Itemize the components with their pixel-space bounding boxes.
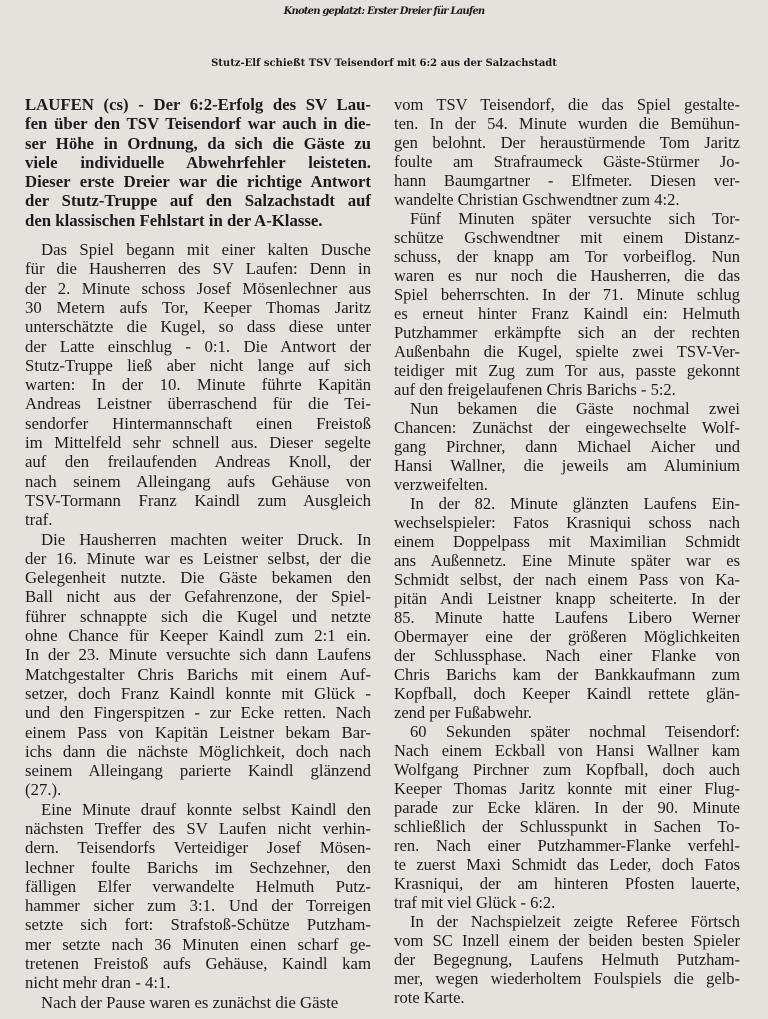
- text-line: lechner foulte Barichs im Sechzehner, den: [25, 857, 371, 877]
- text-line: 30 Metern aufs Tor, Keeper Thomas Jaritz: [25, 297, 371, 317]
- text-line: dern. Teisendorfs Verteidiger Josef Mösen-: [25, 838, 371, 858]
- text-line: vom SC Inzell einem der beiden besten Spieler: [394, 931, 740, 950]
- paragraph: [394, 722, 740, 912]
- text-line: rote Karte.: [394, 988, 465, 1007]
- text-line: Nach einem Eckball von Hansi Wallner kam: [394, 741, 740, 760]
- text-line: (27.).: [25, 780, 62, 800]
- text-line: setzte sich fort: Strafstoß-Schütze Putzham-: [25, 915, 371, 935]
- text-line: Stutz-Truppe ließ aber nicht lange auf sich: [25, 355, 371, 375]
- text-line: Matchgestalter Chris Barichs mit einem Auf-: [25, 664, 371, 684]
- headline: Knoten geplatzt: Erster Dreier für Laufen: [283, 6, 485, 17]
- text-line: Ball nicht aus der Gefahrenzone, der Spiel-: [25, 587, 371, 607]
- text-line: der Stutz-Truppe auf den Salzachstadt auf: [25, 191, 371, 211]
- text-line: nach seinem Alleingang aufs Gehäuse von: [25, 471, 371, 491]
- column-left: [25, 95, 371, 1012]
- paragraph: [394, 494, 740, 722]
- text-line: 60 Sekunden später nochmal Teisendorf:: [410, 722, 740, 741]
- text-line: In der 82. Minute glänzten Laufens Ein-: [410, 494, 740, 513]
- text-line: für die Hausherren des SV Laufen: Denn in: [25, 259, 371, 279]
- text-line: vom TSV Teisendorf, die das Spiel gestalte-: [394, 95, 740, 114]
- text-line: traf.: [25, 510, 53, 530]
- text-line: setzer, doch Franz Kaindl konnte mit Glück -: [25, 683, 371, 703]
- text-line: ichs dann die nächste Möglichkeit, doch nach: [25, 741, 371, 761]
- text-line: parade zur Ecke klären. In der 90. Minute: [394, 798, 740, 817]
- text-line: wandelte Christian Gschwendtner zum 4:2.: [394, 190, 680, 209]
- lead-paragraph: [25, 95, 371, 230]
- text-line: zend per Fußabwehr.: [394, 703, 532, 722]
- text-line: im Mittelfeld sehr schnell aus. Dieser segelte: [25, 433, 371, 453]
- text-line: führer schnappte sich die Kugel und netzte: [25, 606, 371, 626]
- text-line: seinem Alleingang parierte Kaindl glänzend: [25, 761, 371, 781]
- text-line: ser Höhe in Ordnung, da sich die Gäste zu: [25, 133, 371, 153]
- text-line: sendorfer Hintermannschaft einen Freistoß: [25, 413, 371, 433]
- paragraph: [25, 530, 371, 800]
- text-line: hammer sicher zum 3:1. Und der Torreigen: [25, 896, 371, 916]
- text-line: hann Baumgartner - Elfmeter. Diesen ver-: [394, 171, 740, 190]
- text-line: Fünf Minuten später versuchte sich Tor-: [410, 209, 740, 228]
- text-line: auf den freilaufenden Andreas Knoll, der: [25, 452, 371, 472]
- text-line: In der 23. Minute versuchte sich dann Laufens: [25, 645, 371, 665]
- text-line: schließlich der Schlusspunkt in Sachen To-: [394, 817, 740, 836]
- text-line: einem Pass von Kapitän Leistner bekam Bar-: [25, 722, 371, 742]
- text-line: Andreas Leistner überraschend für die Tei-: [25, 394, 371, 414]
- text-line: Wolfgang Pirchner zum Kopfball, doch auch: [394, 760, 740, 779]
- text-line: Außenbahn die Kugel, spielte zwei TSV-Ver-: [394, 342, 740, 361]
- text-line: 85. Minute hatte Laufens Libero Werner: [394, 608, 740, 627]
- text-line: fälligen Elfer verwandelte Helmuth Putz-: [25, 876, 371, 896]
- text-line: Obermayer eine der größeren Möglichkeiten: [394, 627, 740, 646]
- text-line: der Schlussphase. Nach einer Flanke von: [394, 646, 740, 665]
- text-line: gang Pirchner, dann Michael Aicher und: [394, 437, 740, 456]
- text-line: schütze Gschwendtner mit einem Distanz-: [394, 228, 740, 247]
- paragraph: [394, 912, 740, 1007]
- text-line: Chancen: Zunächst der eingewechselte Wolf-: [394, 418, 740, 437]
- paragraph: [394, 399, 740, 494]
- text-line: Gelegenheit nutzte. Die Gäste bekamen den: [25, 568, 371, 588]
- text-line: viele individuelle Abwehrfehler leisteten.: [25, 152, 371, 172]
- text-line: der Begegnung, Laufens Helmuth Putzham-: [394, 950, 740, 969]
- text-line: gen belohnt. Der heraustürmende Tom Jaritz: [394, 133, 740, 152]
- text-line: Hansi Wallner, die jeweils am Aluminium: [394, 456, 740, 475]
- text-line: TSV-Tormann Franz Kaindl zum Ausgleich: [25, 490, 371, 510]
- text-line: der 16. Minute war es Leistner selbst, der die: [25, 548, 371, 568]
- text-line: te zuerst Maxi Schmidt das Leder, doch Fatos: [394, 855, 740, 874]
- text-line: Dieser erste Dreier war die richtige Antwort: [25, 172, 371, 192]
- text-line: waren es nur noch die Hausherren, die das: [394, 266, 740, 285]
- text-line: Das Spiel begann mit einer kalten Dusche: [41, 240, 371, 260]
- text-line: ren. Nach einer Putzhammer-Flanke verfehl-: [394, 836, 740, 855]
- text-line: foulte am Strafraumeck Gäste-Stürmer Jo-: [394, 152, 740, 171]
- text-line: auf den freigelaufenen Chris Barichs - 5:2.: [394, 380, 676, 399]
- text-line: Spiel beherrschten. In der 71. Minute schlug: [394, 285, 740, 304]
- text-line: Die Hausherren machten weiter Druck. In: [41, 529, 371, 549]
- text-line: warten: In der 10. Minute führte Kapitän: [25, 375, 371, 395]
- text-line: LAUFEN (cs) - Der 6:2-Erfolg des SV Lau-: [25, 95, 371, 114]
- text-line: verzweifelten.: [394, 475, 488, 494]
- text-line: mer setzte nach 36 Minuten einen scharf ge-: [25, 934, 371, 954]
- text-line: wechselspieler: Fatos Krasniqui schoss nach: [394, 513, 740, 532]
- text-line: Nach der Pause waren es zunächst die Gäste: [41, 992, 339, 1012]
- text-line: Kopfball, doch Keeper Kaindl rettete glän-: [394, 684, 740, 703]
- text-line: der 2. Minute schoss Josef Mösenlechner aus: [25, 278, 371, 298]
- text-line: ans Außennetz. Eine Minute später war es: [394, 551, 740, 570]
- text-line: traf mit viel Glück - 6:2.: [394, 893, 556, 912]
- text-line: ten. In der 54. Minute wurden die Bemühun-: [394, 114, 740, 133]
- text-line: pitän Andi Leistner knapp scheiterte. In der: [394, 589, 740, 608]
- text-line: ohne Chance für Keeper Kaindl zum 2:1 ein.: [25, 626, 371, 646]
- paragraph: [394, 209, 740, 399]
- text-line: nächsten Treffer des SV Laufen nicht verhin-: [25, 818, 371, 838]
- paragraph: [25, 800, 371, 993]
- text-line: der Latte einschlug - 0:1. Die Antwort der: [25, 336, 371, 356]
- text-line: einem Doppelpass mit Maximilian Schmidt: [394, 532, 740, 551]
- text-line: Chris Barichs kam der Bankkaufmann zum: [394, 665, 740, 684]
- subheadline: Stutz-Elf schießt TSV Teisendorf mit 6:2 aus der Salzachstadt: [211, 58, 557, 69]
- text-line: mer, wegen wiederholtem Foulspiels die gelb-: [394, 969, 740, 988]
- text-line: schuss, der knapp am Tor vorbeiflog. Nun: [394, 247, 740, 266]
- text-line: Keeper Thomas Jaritz konnte mit einer Flug-: [394, 779, 740, 798]
- paragraph: [25, 240, 371, 529]
- column-right: [394, 95, 740, 1007]
- text-line: Nun bekamen die Gäste nochmal zwei: [410, 399, 740, 418]
- text-line: teidiger mit Zug zum Tor aus, passte gekonnt: [394, 361, 740, 380]
- paragraph: [394, 95, 740, 209]
- text-line: unterschätzte die Kugel, so dass diese unter: [25, 317, 371, 337]
- text-line: Eine Minute drauf konnte selbst Kaindl den: [41, 799, 371, 819]
- text-line: Krasniqui, der am hinteren Pfosten lauerte,: [394, 874, 740, 893]
- text-line: Putzhammer erkämpfte sich an der rechten: [394, 323, 740, 342]
- text-line: In der Nachspielzeit zeigte Referee Förtsch: [410, 912, 740, 931]
- paragraph: [25, 993, 371, 1012]
- text-line: den klassischen Fehlstart in der A-Klasse.: [25, 210, 323, 230]
- text-line: Schmidt selbst, der nach einem Pass von Ka-: [394, 570, 740, 589]
- text-line: es erneut hinter Franz Kaindl ein: Helmuth: [394, 304, 740, 323]
- text-line: und den Fingerspitzen - zur Ecke retten. Nach: [25, 703, 371, 723]
- text-line: nicht mehr dran - 4:1.: [25, 973, 171, 993]
- text-line: fen über den TSV Teisendorf war auch in die-: [25, 114, 371, 134]
- text-line: tretenen Freistoß aufs Gehäuse, Kaindl kam: [25, 954, 371, 974]
